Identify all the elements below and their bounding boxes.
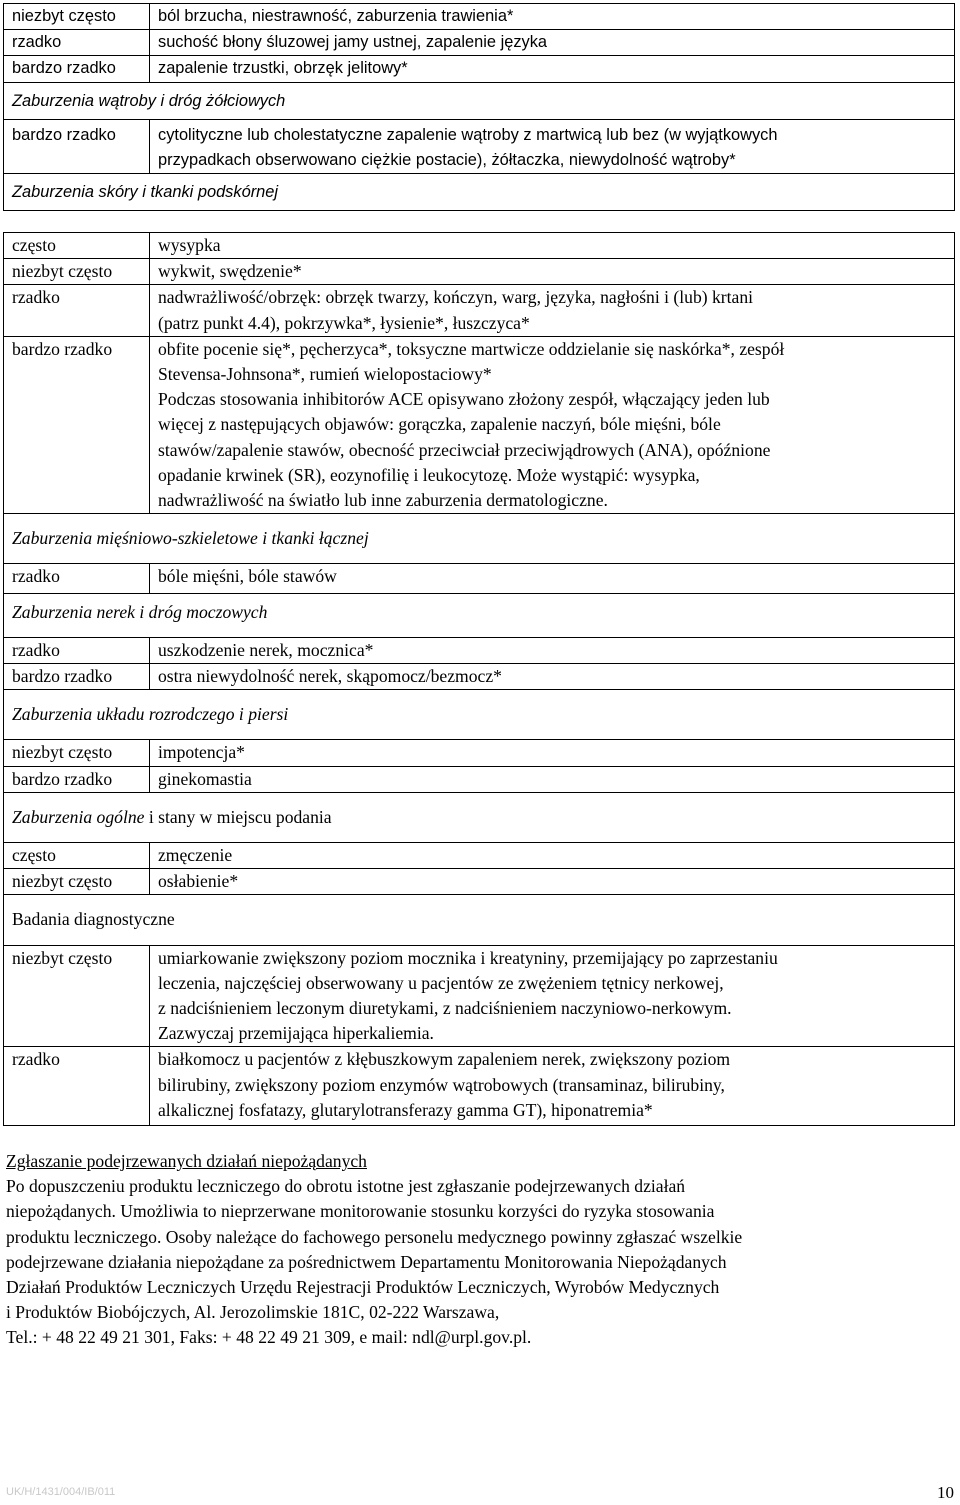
table-row — [4, 336, 955, 513]
frequency-cell: często — [4, 233, 150, 259]
section-title-row — [4, 82, 955, 119]
effect-line: Zazwyczaj przemijająca hiperkaliemia. — [158, 1023, 434, 1044]
frequency-cell: bardzo rzadko — [4, 766, 150, 792]
effect-line: z nadciśnieniem leczonym diuretykami, z nadciśnieniem naczyniowo-nerkowym. — [158, 998, 732, 1019]
effect-cell: wysypka — [150, 233, 955, 259]
frequency-cell: rzadko — [4, 564, 150, 593]
reporting-heading: Zgłaszanie podejrzewanych działań niepożądanych — [6, 1151, 367, 1171]
table-row — [4, 285, 955, 336]
table-row — [4, 4, 955, 30]
effect-line: więcej z następujących objawów: gorączka, zapalenie naczyń, bóle mięśni, bóle — [158, 414, 721, 435]
frequency-cell: bardzo rzadko — [4, 119, 150, 173]
effect-cell: osłabienie* — [150, 869, 955, 895]
frequency-cell: rzadko — [4, 637, 150, 663]
effect-line: przypadkach obserwowano ciężkie postacie), żółtaczka, niewydolność wątroby* — [158, 151, 736, 170]
table-row — [4, 56, 955, 82]
effect-line: białkomocz u pacjentów z kłębuszkowym zapaleniem nerek, zwiększony poziom — [158, 1049, 731, 1070]
frequency-cell: niezbyt często — [4, 869, 150, 895]
document-code: UK/H/1431/004/IB/011 — [6, 1486, 116, 1498]
effect-cell — [150, 1047, 955, 1126]
frequency-cell: niezbyt często — [4, 945, 150, 1047]
reporting-line: Po dopuszczeniu produktu leczniczego do obrotu istotne jest zgłaszanie podejrzewanych działań — [6, 1176, 686, 1197]
frequency-cell: często — [4, 843, 150, 869]
section-title-liver: Zaburzenia wątroby i dróg żółciowych — [4, 82, 955, 119]
table-row — [4, 1047, 955, 1126]
effect-line: Stevensa-Johnsona*, rumień wielopostaciowy* — [158, 364, 492, 385]
effect-cell: uszkodzenie nerek, mocznica* — [150, 637, 955, 663]
table-row — [4, 233, 955, 259]
section-title-italic-part: Zaburzenia ogólne — [12, 806, 145, 827]
effect-line: nadwrażliwość/obrzęk: obrzęk twarzy, kończyn, warg, języka, nagłośni i (lub) krtani — [158, 287, 754, 308]
frequency-cell: rzadko — [4, 30, 150, 56]
section-title-musculoskeletal: Zaburzenia mięśniowo-szkieletowe i tkanki łącznej — [4, 514, 955, 564]
effect-line: umiarkowanie zwiększony poziom mocznika i kreatyniny, przemijający po zaprzestaniu — [158, 947, 778, 968]
table-row — [4, 869, 955, 895]
reporting-line: produktu leczniczego. Osoby należące do fachowego personelu medycznego powinny zgłaszać wszelkie — [6, 1226, 743, 1247]
frequency-cell: bardzo rzadko — [4, 56, 150, 82]
effect-cell: zmęczenie — [150, 843, 955, 869]
section-title-row — [4, 895, 955, 945]
effect-line: (patrz punkt 4.4), pokrzywka*, łysienie*, łuszczyca* — [158, 312, 530, 333]
section-title-skin: Zaburzenia skóry i tkanki podskórnej — [4, 174, 955, 211]
reporting-line: niepożądanych. Umożliwia to nieprzerwane monitorowanie stosunku korzyści do ryzyka stosowania — [6, 1201, 715, 1222]
effect-cell — [150, 285, 955, 336]
effect-line: bilirubiny, zwiększony poziom enzymów wątrobowych (transaminaz, bilirubiny, — [158, 1074, 725, 1095]
reporting-line: i Produktów Biobójczych, Al. Jerozolimskie 181C, 02-222 Warszawa, — [6, 1302, 500, 1323]
section-title-reproductive: Zaburzenia układu rozrodczego i piersi — [4, 690, 955, 740]
section-title-row — [4, 593, 955, 637]
frequency-cell: niezbyt często — [4, 259, 150, 285]
section-title-general — [4, 792, 955, 842]
effect-line: stawów/zapalenie stawów, obecność przeciwciał przeciwjądrowych (ANA), opóźnione — [158, 439, 771, 460]
frequency-cell: bardzo rzadko — [4, 336, 150, 513]
frequency-cell: bardzo rzadko — [4, 664, 150, 690]
effect-line: obfite pocenie się*, pęcherzyca*, toksyczne martwicze oddzielanie się naskórka*, zespół — [158, 338, 785, 359]
table-row — [4, 564, 955, 593]
table-row — [4, 664, 955, 690]
section-title-row — [4, 514, 955, 564]
table-row — [4, 766, 955, 792]
reporting-section — [6, 1149, 946, 1351]
section-skin-table — [3, 232, 955, 1126]
section-title-row — [4, 174, 955, 211]
section-digestive-table — [3, 3, 955, 211]
effect-cell — [150, 119, 955, 173]
table-row — [4, 740, 955, 766]
table-row — [4, 945, 955, 1047]
frequency-cell: niezbyt często — [4, 740, 150, 766]
section-title-row — [4, 792, 955, 842]
table-row — [4, 119, 955, 173]
page-number: 10 — [937, 1483, 954, 1502]
effect-cell: ginekomastia — [150, 766, 955, 792]
effect-cell: zapalenie trzustki, obrzęk jelitowy* — [150, 56, 955, 82]
effect-line: Podczas stosowania inhibitorów ACE opisywano złożony zespół, włączający jeden lub — [158, 389, 770, 410]
effect-line: nadwrażliwość na światło lub inne zaburzenia dermatologiczne. — [158, 490, 608, 511]
effect-line: cytolityczne lub cholestatyczne zapalenie wątroby z martwicą lub bez (w wyjątkowych — [158, 125, 778, 144]
effect-cell: suchość błony śluzowej jamy ustnej, zapalenie języka — [150, 30, 955, 56]
frequency-cell: rzadko — [4, 285, 150, 336]
table-row — [4, 843, 955, 869]
effect-cell: impotencja* — [150, 740, 955, 766]
section-title-plain-part: i stany w miejscu podania — [144, 806, 332, 827]
effect-line: leczenia, najczęściej obserwowany u pacjentów ze zwężeniem tętnicy nerkowej, — [158, 972, 724, 993]
effect-cell: wykwit, swędzenie* — [150, 259, 955, 285]
section-title-kidney: Zaburzenia nerek i dróg moczowych — [4, 593, 955, 637]
reporting-line: Działań Produktów Leczniczych Urzędu Rejestracji Produktów Leczniczych, Wyrobów Medycznych — [6, 1277, 720, 1298]
reporting-line: podejrzewane działania niepożądane za pośrednictwem Departamentu Monitorowania Niepożądanych — [6, 1251, 727, 1272]
frequency-cell: niezbyt często — [4, 4, 150, 30]
effect-line: opadanie krwinek (SR), eozynofilię i leukocytozę. Może wystąpić: wysypka, — [158, 464, 700, 485]
effect-cell: ostra niewydolność nerek, skąpomocz/bezmocz* — [150, 664, 955, 690]
effect-cell: bóle mięśni, bóle stawów — [150, 564, 955, 593]
table-row — [4, 259, 955, 285]
section-title-row — [4, 690, 955, 740]
section-title-diagnostics: Badania diagnostyczne — [4, 895, 955, 945]
frequency-cell: rzadko — [4, 1047, 150, 1126]
effect-cell: ból brzucha, niestrawność, zaburzenia trawienia* — [150, 4, 955, 30]
effect-line: alkalicznej fosfatazy, glutarylotransferazy gamma GT), hiponatremia* — [158, 1099, 653, 1120]
effect-cell — [150, 945, 955, 1047]
reporting-line: Tel.: + 48 22 49 21 301, Faks: + 48 22 49 21 309, e mail: ndl@urpl.gov.pl. — [6, 1327, 532, 1348]
effect-cell — [150, 336, 955, 513]
table-row — [4, 30, 955, 56]
table-row — [4, 637, 955, 663]
